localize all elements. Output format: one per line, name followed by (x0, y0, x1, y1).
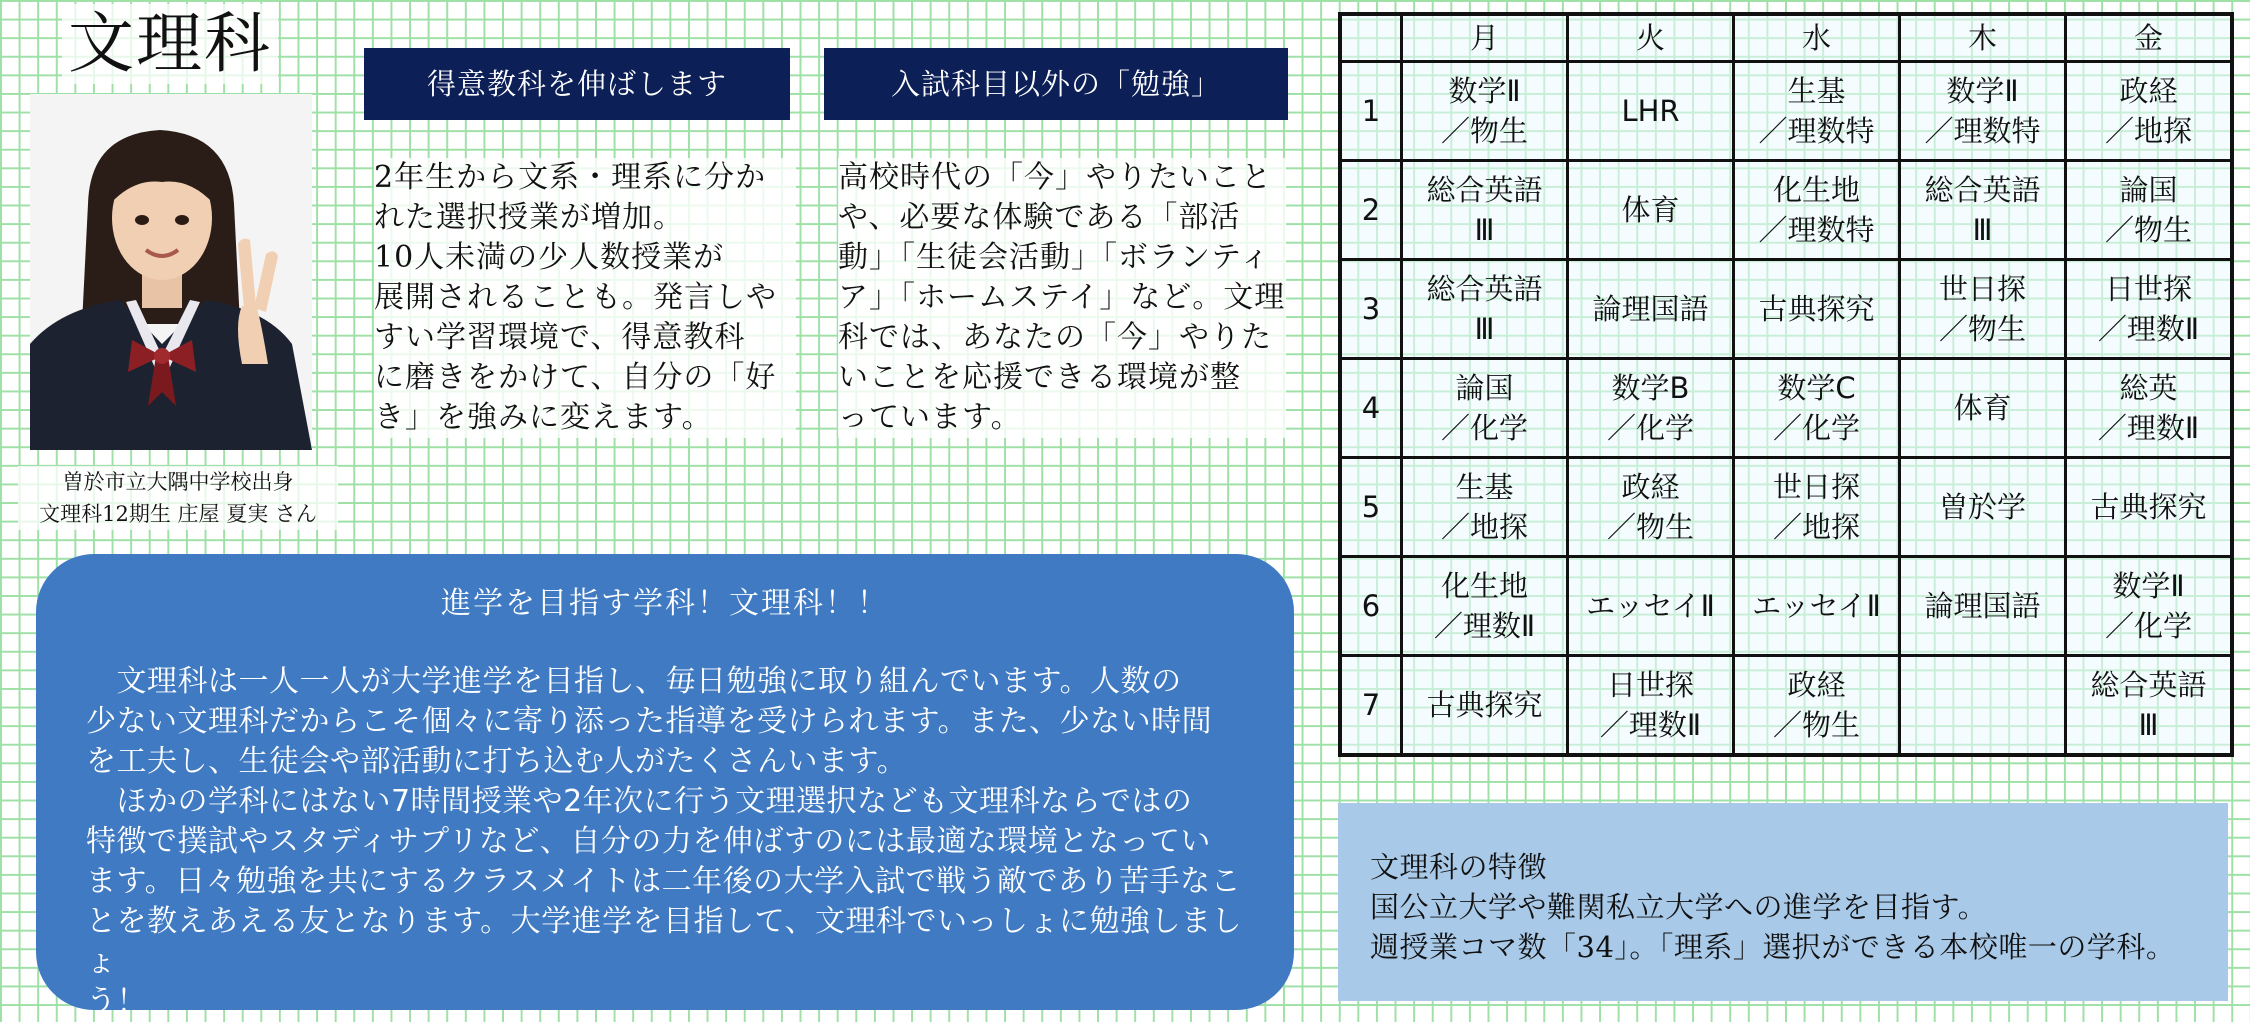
class-cell: 政経 ／物生 (1734, 656, 1900, 756)
strengths-text: 2年生から文系・理系に分か れた選択授業が増加。 10人未満の少人数授業が 展開されることも。発言しや すい学習環境で、得意教科 に磨きをかけて、自分の「好 き」を強みに変えます。 (374, 158, 796, 438)
timetable-row (1340, 62, 2232, 161)
class-cell: 論理国語 (1568, 260, 1734, 359)
class-cell: 日世探 ／理数Ⅱ (2066, 260, 2233, 359)
class-cell: 論国 ／化学 (1402, 359, 1568, 458)
caption-student: 文理科12期生 庄屋 夏実 さん (39, 502, 317, 526)
class-cell: エッセイⅡ (1734, 557, 1900, 656)
class-cell: 数学Ⅱ ／理数特 (1900, 62, 2066, 161)
class-cell: 古典探究 (1734, 260, 1900, 359)
period-number: 4 (1340, 359, 1402, 458)
timetable-row (1340, 656, 2232, 756)
class-cell: 古典探究 (2066, 458, 2233, 557)
caption-school: 曽於市立大隅中学校出身 (62, 470, 294, 494)
day-header: 火 (1568, 14, 1734, 62)
heading-beyond-exams: 入試科目以外の「勉強」 (824, 48, 1288, 120)
class-cell: 体育 (1568, 161, 1734, 260)
class-cell: 古典探究 (1402, 656, 1568, 756)
timetable-row (1340, 161, 2232, 260)
class-cell: 論国 ／物生 (2066, 161, 2233, 260)
timetable-row (1340, 359, 2232, 458)
class-cell: 政経 ／地探 (2066, 62, 2233, 161)
class-cell: 体育 (1900, 359, 2066, 458)
class-cell: 数学Ⅱ ／物生 (1402, 62, 1568, 161)
class-cell: 論理国語 (1900, 557, 2066, 656)
class-cell: 数学C ／化学 (1734, 359, 1900, 458)
class-cell: 化生地 ／理数Ⅱ (1402, 557, 1568, 656)
info-heading: 進学を目指す学科！文理科！！ (441, 586, 889, 621)
student-photo-illustration (30, 94, 312, 450)
class-cell: 政経 ／物生 (1568, 458, 1734, 557)
class-cell: 総英 ／理数Ⅱ (2066, 359, 2233, 458)
timetable-corner (1340, 14, 1402, 62)
class-cell: 数学B ／化学 (1568, 359, 1734, 458)
period-number: 5 (1340, 458, 1402, 557)
feature-text: 文理科の特徴 国公立大学や難関私立大学への進学を目指す。 週授業コマ数「34」。「理系」選択ができる本校唯一の学科。 (1370, 850, 2176, 964)
class-cell: 化生地 ／理数特 (1734, 161, 1900, 260)
class-cell: 総合英語 Ⅲ (1900, 161, 2066, 260)
student-photo (30, 94, 312, 450)
student-caption (18, 466, 338, 530)
class-cell: 曽於学 (1900, 458, 2066, 557)
class-cell: 世日探 ／地探 (1734, 458, 1900, 557)
day-header: 月 (1402, 14, 1568, 62)
class-cell: LHR (1568, 62, 1734, 161)
info-body: 文理科は一人一人が大学進学を目指し、毎日勉強に取り組んでいます。人数の 少ない文理科だからこそ個々に寄り添った指導を受けられます。また、少ない時間 を工夫し、生徒会や部活動に打ち込む人がたくさんいます。 ほかの学科にはない7時間授業や2年次に行う文理選択なども文理科ならではの 特徴で撲試やスタディサプリなど、自分の力を伸ばすのには最適な環境となってい ます。日々勉強を共にするクラスメイトは二年後の大学入試で戦う敵であり苦手なこ とを教えあえる友となります。大学進学を目指して、文理科でいっしょに勉強しましょ う！ (86, 664, 1242, 1019)
timetable-header-row (1340, 14, 2232, 62)
info-panel (36, 554, 1294, 1019)
class-cell: 日世探 ／理数Ⅱ (1568, 656, 1734, 756)
class-cell: 生基 ／理数特 (1734, 62, 1900, 161)
class-cell: 生基 ／地探 (1402, 458, 1568, 557)
class-cell: 世日探 ／物生 (1900, 260, 2066, 359)
class-cell (1900, 656, 2066, 756)
class-cell: 数学Ⅱ ／化学 (2066, 557, 2233, 656)
day-header: 木 (1900, 14, 2066, 62)
period-number: 2 (1340, 161, 1402, 260)
timetable-row (1340, 458, 2232, 557)
day-header: 金 (2066, 14, 2233, 62)
timetable-row (1340, 557, 2232, 656)
class-cell: 総合英語 Ⅲ (2066, 656, 2233, 756)
period-number: 3 (1340, 260, 1402, 359)
heading-strengths: 得意教科を伸ばします (364, 48, 790, 120)
beyond-exams-text: 高校時代の「今」やりたいこと や、必要な体験である「部活 動」「生徒会活動」「ボランティ ア」「ホームステイ」など。文理 科では、あなたの「今」やりた いことを応援できる環境が整 っています。 (838, 158, 1286, 438)
page-title: 文理科 (62, 4, 278, 84)
class-cell: 総合英語 Ⅲ (1402, 260, 1568, 359)
timetable-row (1340, 260, 2232, 359)
timetable-body (1340, 62, 2232, 756)
feature-panel (1338, 803, 2228, 1001)
class-cell: エッセイⅡ (1568, 557, 1734, 656)
period-number: 1 (1340, 62, 1402, 161)
day-header: 水 (1734, 14, 1900, 62)
timetable (1338, 12, 2234, 757)
class-cell: 総合英語 Ⅲ (1402, 161, 1568, 260)
period-number: 7 (1340, 656, 1402, 756)
period-number: 6 (1340, 557, 1402, 656)
